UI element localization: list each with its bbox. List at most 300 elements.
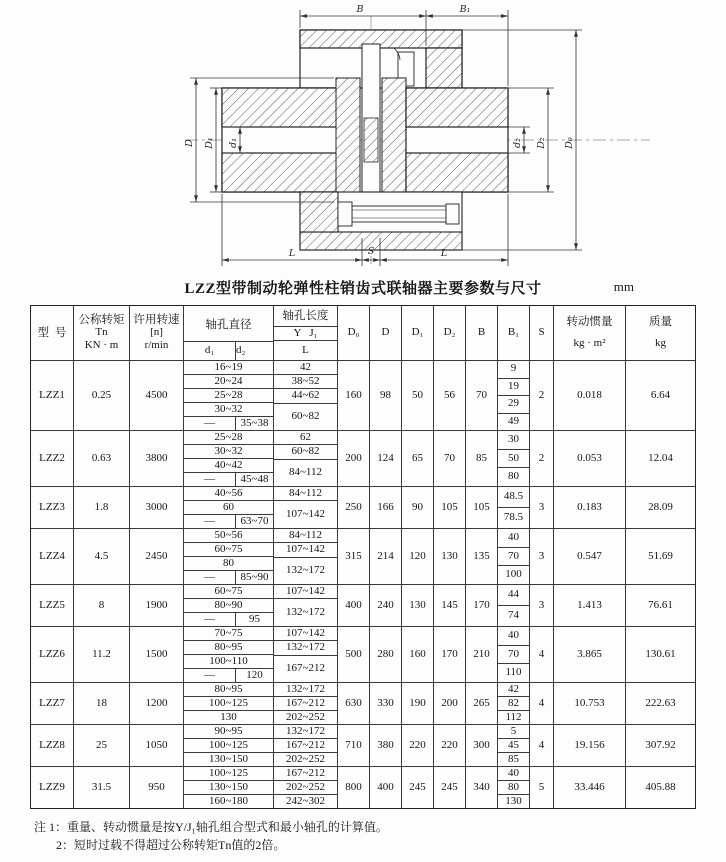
dim-label-d2: d₂ — [512, 138, 523, 148]
B1-cell: 82 — [498, 696, 529, 710]
dim-label-B1: B₁ — [459, 4, 471, 15]
B1-cell: 70 — [498, 547, 529, 566]
bore-range-cell: 30~32 — [214, 444, 243, 457]
D-cell: 240 — [369, 585, 401, 626]
bore-row — [184, 683, 273, 696]
bore-range-cell: 25~28 — [214, 388, 243, 401]
mass-cell: 222.63 — [625, 683, 695, 724]
speed-cell: 3000 — [129, 487, 183, 528]
spec-table — [30, 305, 696, 809]
B-cell: 340 — [465, 767, 497, 808]
model-cell: LZZ7 — [39, 696, 65, 709]
length-cell: 132~172 — [274, 557, 337, 585]
length-cell: 60~82 — [274, 444, 337, 458]
col-header-d1: d₁ — [184, 342, 236, 360]
bore-row — [184, 794, 273, 808]
bore-row — [184, 514, 273, 528]
speed-cell: 1200 — [129, 683, 183, 724]
torque-cell: 0.25 — [73, 361, 129, 430]
bore-range-cell: 100~110 — [209, 654, 248, 667]
S-cell: 3 — [529, 585, 553, 626]
B1-cell: 9 — [510, 362, 517, 375]
D2-cell: 200 — [433, 683, 465, 724]
inertia-cell: 0.183 — [553, 487, 625, 528]
D-cell: 98 — [369, 361, 401, 430]
bore-range-cell: 40~56 — [214, 486, 243, 499]
bore-length-col — [273, 725, 337, 766]
inertia-cell: 3.865 — [553, 627, 625, 682]
S-cell: 2 — [529, 361, 553, 430]
bore-range-cell: 80 — [223, 556, 234, 569]
speed-cell: 2450 — [129, 529, 183, 584]
B1-col — [497, 767, 529, 808]
bore-row — [184, 725, 273, 738]
brake-wheel — [300, 30, 462, 88]
table-row — [31, 528, 695, 584]
bore-row — [184, 361, 273, 374]
B1-col — [497, 431, 529, 486]
bore-length-col — [273, 529, 337, 584]
col-header-speed — [129, 306, 183, 360]
bore-range-cell: 90~95 — [214, 724, 243, 737]
bore-row — [184, 500, 273, 514]
length-cell: 202~252 — [274, 780, 337, 794]
mass-cell: 51.69 — [625, 529, 695, 584]
mass-unit: kg — [655, 337, 666, 350]
bore-range-cell: 20~24 — [214, 374, 243, 387]
B1-cell: 29 — [498, 395, 529, 413]
col-header-mass — [625, 306, 695, 360]
speed-cell: 4500 — [129, 361, 183, 430]
col-header-inertia — [553, 306, 625, 360]
bore-row — [184, 402, 273, 416]
torque-cell: 1.8 — [73, 487, 129, 528]
col-header-model: 型 号 — [37, 326, 67, 339]
dim-label-d1: d₁ — [228, 138, 239, 148]
bore-row — [184, 668, 273, 682]
bore-row — [184, 696, 273, 710]
D-cell: 166 — [369, 487, 401, 528]
length-cell: 84~112 — [288, 486, 323, 499]
bore-range-cell: 100~125 — [209, 696, 248, 709]
length-cell: 44~62 — [274, 388, 337, 402]
table-body — [31, 360, 695, 808]
bore-range-cell: 80~90 — [214, 598, 243, 611]
bore-row — [184, 570, 273, 584]
D-cell: 280 — [369, 627, 401, 682]
D0-cell: 315 — [337, 529, 369, 584]
B1-cell: 48.5 — [503, 490, 524, 503]
inertia-unit: kg · m² — [573, 337, 606, 350]
B-cell: 135 — [465, 529, 497, 584]
bore-diameter-col — [183, 431, 273, 486]
B-cell: 70 — [465, 361, 497, 430]
bore-row — [184, 752, 273, 766]
bore-length-col — [273, 487, 337, 528]
bore-row — [184, 585, 273, 598]
model-cell: LZZ4 — [39, 549, 65, 562]
length-cell: 167~212 — [286, 766, 325, 779]
B1-cell: 80 — [498, 467, 529, 486]
table-row — [31, 430, 695, 486]
D0-cell: 200 — [337, 431, 369, 486]
D0-cell: 160 — [337, 361, 369, 430]
col-header-B: B — [465, 306, 497, 360]
bore-row — [184, 388, 273, 402]
bore-diameter-col — [183, 767, 273, 808]
model-cell: LZZ9 — [39, 780, 65, 793]
torque-label: 公称转矩 — [78, 314, 125, 327]
bore-d1-cell: — — [184, 473, 236, 486]
torque-cell: 0.63 — [73, 431, 129, 486]
D0-cell: 500 — [337, 627, 369, 682]
D2-cell: 130 — [433, 529, 465, 584]
D-cell: 124 — [369, 431, 401, 486]
D2-cell: 170 — [433, 627, 465, 682]
mass-cell: 307.92 — [625, 725, 695, 766]
bore-row — [184, 780, 273, 794]
dim-label-L-left: L — [288, 248, 296, 259]
inertia-cell: 10.753 — [553, 683, 625, 724]
bore-d1-cell: — — [184, 669, 236, 682]
bore-diameter-col — [183, 725, 273, 766]
title-bar — [0, 272, 726, 302]
length-cell: 84~112 — [288, 528, 323, 541]
bore-diameter-label: 轴孔直径 — [205, 318, 252, 331]
B1-cell: 5 — [510, 724, 517, 737]
torque-cell: 18 — [73, 683, 129, 724]
col-header-bore-length — [273, 306, 337, 360]
speed-cell: 950 — [129, 767, 183, 808]
col-header-torque — [73, 306, 129, 360]
bore-range-cell: 60~75 — [214, 584, 243, 597]
S-cell: 3 — [529, 487, 553, 528]
inertia-cell: 33.446 — [553, 767, 625, 808]
B1-cell: 50 — [498, 449, 529, 468]
bore-row — [184, 542, 273, 556]
speed-cell: 3800 — [129, 431, 183, 486]
length-cell: 38~52 — [274, 374, 337, 388]
bore-range-cell: 70~75 — [214, 626, 243, 639]
B-cell: 105 — [465, 487, 497, 528]
bore-row — [184, 738, 273, 752]
S-cell: 4 — [529, 725, 553, 766]
D-cell: 330 — [369, 683, 401, 724]
bore-row — [184, 598, 273, 612]
mass-cell: 28.09 — [625, 487, 695, 528]
bore-row — [184, 529, 273, 542]
bore-diameter-col — [183, 529, 273, 584]
bore-range-cell: 25~28 — [214, 430, 243, 443]
length-cell: 60~82 — [274, 403, 337, 430]
mass-cell: 6.64 — [625, 361, 695, 430]
B1-cell: 40 — [508, 531, 519, 544]
inertia-cell: 19.156 — [553, 725, 625, 766]
B1-cell: 100 — [498, 565, 529, 584]
bore-range-cell: 60~75 — [214, 542, 243, 555]
D1-cell: 245 — [401, 767, 433, 808]
col-header-D1: D₁ — [401, 306, 433, 360]
bore-length-col — [273, 431, 337, 486]
inertia-cell: 0.053 — [553, 431, 625, 486]
D2-cell: 70 — [433, 431, 465, 486]
S-cell: 2 — [529, 431, 553, 486]
B1-cell: 85 — [498, 752, 529, 766]
B1-cell: 40 — [508, 766, 519, 779]
dim-label-D: D — [184, 139, 195, 147]
length-cell: 167~212 — [274, 738, 337, 752]
bore-row — [184, 444, 273, 458]
D2-cell: 56 — [433, 361, 465, 430]
bore-row — [184, 458, 273, 472]
B-cell: 210 — [465, 627, 497, 682]
B1-cell: 80 — [498, 780, 529, 794]
length-cell: 132~172 — [286, 682, 325, 695]
B1-cell: 112 — [498, 710, 529, 724]
length-cell: 107~142 — [274, 542, 337, 556]
bore-range-cell: 130~150 — [209, 752, 248, 765]
D2-cell: 220 — [433, 725, 465, 766]
torque-unit: KN · m — [84, 339, 119, 352]
B1-cell: 40 — [508, 629, 519, 642]
table-row — [31, 626, 695, 682]
D1-cell: 50 — [401, 361, 433, 430]
D2-cell: 245 — [433, 767, 465, 808]
length-cell: 202~252 — [274, 710, 337, 724]
bore-range-cell: 30~32 — [214, 402, 243, 415]
D2-cell: 145 — [433, 585, 465, 626]
D0-cell: 630 — [337, 683, 369, 724]
bore-row — [184, 431, 273, 444]
inertia-label: 转动惯量 — [566, 316, 613, 329]
bore-range-cell: 160~180 — [209, 794, 248, 807]
mass-cell: 130.61 — [625, 627, 695, 682]
B1-cell: 42 — [508, 682, 519, 695]
length-cell: 242~302 — [274, 794, 337, 808]
B1-col — [497, 487, 529, 528]
D-cell: 214 — [369, 529, 401, 584]
length-cell: 202~252 — [274, 752, 337, 766]
bore-d2-cell: 63~70 — [240, 514, 269, 527]
D1-cell: 130 — [401, 585, 433, 626]
note-2: 2：短时过载不得超过公称转矩Tn值的2倍。 — [56, 838, 286, 852]
bore-range-cell: 80~95 — [214, 682, 243, 695]
model-cell: LZZ2 — [39, 451, 65, 464]
mass-cell: 76.61 — [625, 585, 695, 626]
bore-d1-cell: — — [184, 417, 236, 430]
inertia-cell: 1.413 — [553, 585, 625, 626]
bore-d1-cell: — — [184, 515, 236, 528]
bore-d2-cell: 95 — [249, 612, 260, 625]
D1-cell: 90 — [401, 487, 433, 528]
model-cell: LZZ8 — [39, 738, 65, 751]
note-1: 注 1：重量、转动惯量是按Y/J₁轴孔组合型式和最小轴孔的计算值。 — [34, 820, 388, 834]
B-cell: 265 — [465, 683, 497, 724]
B1-cell: 74 — [498, 605, 529, 626]
bore-row — [184, 640, 273, 654]
bore-row — [184, 374, 273, 388]
table-row — [31, 724, 695, 766]
B1-col — [497, 683, 529, 724]
bottom-flange-bolt — [300, 192, 462, 250]
bore-row — [184, 472, 273, 486]
length-cell: 132~172 — [286, 724, 325, 737]
dim-label-D2: D₂ — [536, 137, 547, 149]
table-row — [31, 360, 695, 430]
table-row — [31, 682, 695, 724]
table-row — [31, 584, 695, 626]
model-cell: LZZ3 — [39, 500, 65, 513]
bore-d1-cell: — — [184, 571, 236, 584]
B1-cell: 44 — [508, 588, 519, 601]
bore-row — [184, 556, 273, 570]
inertia-cell: 0.547 — [553, 529, 625, 584]
D1-cell: 65 — [401, 431, 433, 486]
bore-range-cell: 130~150 — [209, 780, 248, 793]
model-cell: LZZ6 — [39, 647, 65, 660]
model-cell: LZZ1 — [39, 388, 65, 401]
bore-length-col — [273, 361, 337, 430]
bore-length-col — [273, 767, 337, 808]
bore-row — [184, 710, 273, 724]
table-header — [31, 306, 695, 360]
B1-col — [497, 361, 529, 430]
B1-cell: 110 — [498, 663, 529, 682]
col-header-D0: D₀ — [337, 306, 369, 360]
footnotes — [34, 818, 692, 854]
B1-cell: 130 — [498, 794, 529, 808]
col-header-S: S — [529, 306, 553, 360]
speed-label: 许用转速 — [133, 314, 180, 327]
dim-label-S: S — [367, 246, 375, 257]
D0-cell: 400 — [337, 585, 369, 626]
bore-range-cell: 40~42 — [214, 458, 243, 471]
bore-d1-cell: — — [184, 613, 236, 626]
table-row — [31, 486, 695, 528]
right-hub — [382, 78, 508, 202]
torque-cell: 11.2 — [73, 627, 129, 682]
unit-label: mm — [613, 279, 634, 294]
col-header-D2: D₂ — [433, 306, 465, 360]
B1-col — [497, 529, 529, 584]
bore-range-cell: 50~56 — [214, 528, 243, 541]
bore-length-col — [273, 585, 337, 626]
dim-label-L-right: L — [440, 248, 448, 259]
bore-diameter-subheader — [184, 341, 273, 360]
bore-range-cell: 80~95 — [214, 640, 243, 653]
model-cell: LZZ5 — [39, 598, 65, 611]
B1-cell: 49 — [498, 413, 529, 431]
bore-length-col — [273, 683, 337, 724]
bore-d2-cell: 85~90 — [240, 570, 269, 583]
length-cell: 84~112 — [274, 459, 337, 487]
B-cell: 300 — [465, 725, 497, 766]
bore-range-cell: 100~125 — [209, 738, 248, 751]
col-header-B1: B₁ — [497, 306, 529, 360]
col-header-L: L — [302, 343, 309, 356]
inertia-cell: 0.018 — [553, 361, 625, 430]
B-cell: 85 — [465, 431, 497, 486]
dim-label-B: B — [356, 4, 364, 15]
B1-cell: 30 — [508, 433, 519, 446]
bore-diameter-col — [183, 487, 273, 528]
bore-row — [184, 767, 273, 780]
torque-cell: 25 — [73, 725, 129, 766]
speed-cell: 1900 — [129, 585, 183, 626]
table-row — [31, 766, 695, 808]
left-hub — [222, 78, 360, 202]
length-cell: 42 — [300, 360, 311, 373]
length-cell: 107~142 — [274, 500, 337, 528]
length-cell: 107~142 — [286, 626, 325, 639]
speed-cell: 1500 — [129, 627, 183, 682]
col-header-bore-diameter — [183, 306, 273, 360]
bore-range-cell: 130 — [220, 710, 237, 723]
speed-unit: r/min — [144, 339, 169, 352]
bore-d2-cell: 45~48 — [240, 472, 269, 485]
length-cell: 62 — [300, 430, 311, 443]
D-cell: 380 — [369, 725, 401, 766]
torque-symbol: Tn — [95, 326, 108, 339]
bore-length-col — [273, 627, 337, 682]
length-cell: 167~212 — [274, 655, 337, 683]
S-cell: 5 — [529, 767, 553, 808]
torque-cell: 8 — [73, 585, 129, 626]
col-header-D: D — [369, 306, 401, 360]
S-cell: 4 — [529, 627, 553, 682]
bore-row — [184, 487, 273, 500]
dim-label-D1: D₁ — [204, 137, 215, 149]
S-cell: 4 — [529, 683, 553, 724]
D-cell: 400 — [369, 767, 401, 808]
bore-range-cell: 100~125 — [209, 766, 248, 779]
torque-cell: 31.5 — [73, 767, 129, 808]
bore-diameter-col — [183, 683, 273, 724]
bore-row — [184, 612, 273, 626]
bore-d2-cell: 120 — [246, 668, 263, 681]
bore-row — [184, 654, 273, 668]
length-cell: 107~142 — [286, 584, 325, 597]
B-cell: 170 — [465, 585, 497, 626]
B1-cell: 78.5 — [498, 507, 529, 528]
D1-cell: 160 — [401, 627, 433, 682]
D2-cell: 105 — [433, 487, 465, 528]
B1-col — [497, 627, 529, 682]
D1-cell: 190 — [401, 683, 433, 724]
D1-cell: 120 — [401, 529, 433, 584]
B1-cell: 19 — [498, 378, 529, 396]
speed-cell: 1050 — [129, 725, 183, 766]
D0-cell: 800 — [337, 767, 369, 808]
S-cell: 3 — [529, 529, 553, 584]
bore-length-label: 轴孔长度 — [282, 309, 329, 322]
torque-cell: 4.5 — [73, 529, 129, 584]
bore-d2-cell: 35~38 — [240, 416, 269, 429]
dim-label-D0: D₀ — [564, 137, 575, 149]
technical-drawing — [0, 0, 726, 272]
page-title: LZZ型带制动轮弹性柱销齿式联轴器主要参数与尺寸 — [184, 280, 542, 297]
mass-cell: 12.04 — [625, 431, 695, 486]
B1-cell: 45 — [498, 738, 529, 752]
bore-range-cell: 16~19 — [214, 360, 243, 373]
bore-diameter-col — [183, 361, 273, 430]
B1-col — [497, 585, 529, 626]
bore-range-cell: 60 — [223, 500, 234, 513]
D1-cell: 220 — [401, 725, 433, 766]
bore-row — [184, 416, 273, 430]
speed-symbol: [n] — [150, 326, 163, 339]
D0-cell: 250 — [337, 487, 369, 528]
